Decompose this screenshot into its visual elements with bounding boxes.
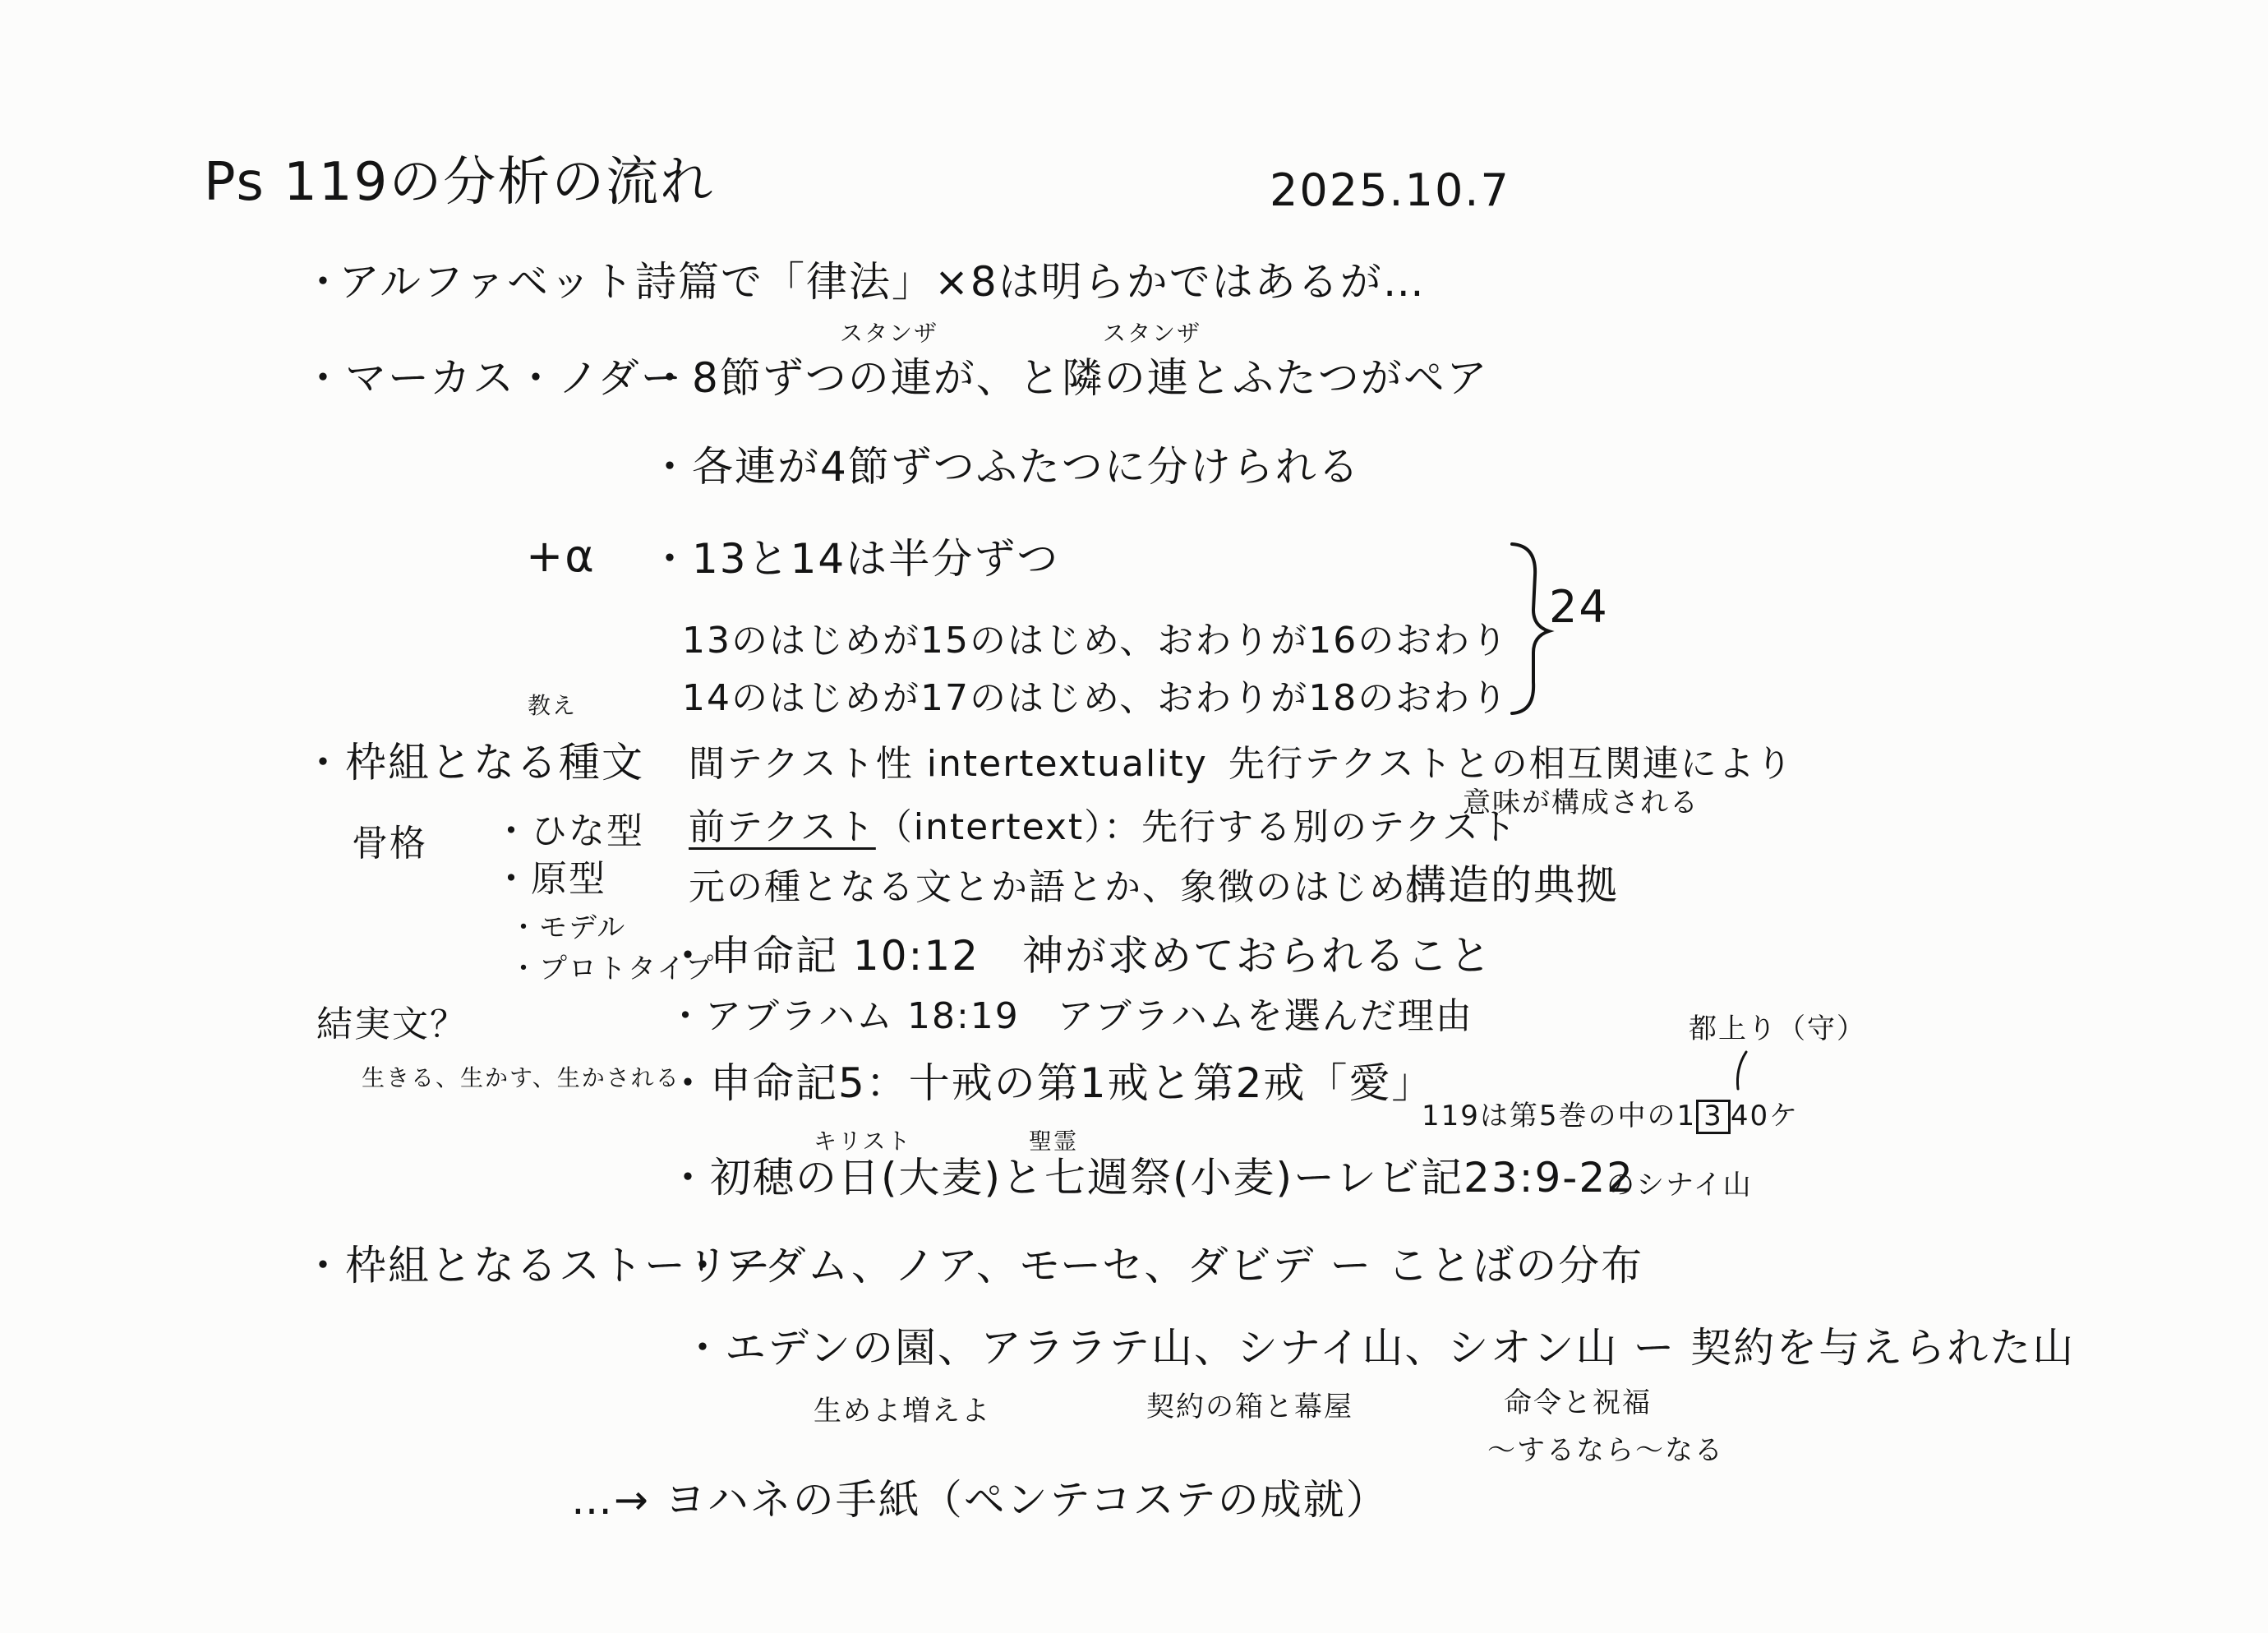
noder-label: ・マーカス・ノダー	[302, 354, 684, 402]
seed-item-4-suffix: のシナイ山	[1606, 1169, 1753, 1202]
seed-item-2: ・アブラハム 18:19 アブラハムを選んだ理由	[667, 995, 1473, 1037]
psalm-note-a: 1	[1676, 1100, 1697, 1132]
intertext-line-1c: 意味が構成される	[1463, 787, 1699, 819]
result-label: 結実文？	[316, 1003, 468, 1045]
intertext-line-1b: 先行テクストとの相互関連により	[1228, 743, 1794, 785]
ruby-stanza-1: スタンザ	[840, 320, 939, 347]
seed-item-3: ・申命記5：十戒の第1戒と第2戒「愛」	[667, 1059, 1435, 1107]
plus-line-1: ・13と14は半分ずつ	[649, 535, 1060, 583]
kind-1: ・ひな型	[493, 810, 644, 852]
alphabet-line: アルファベット詩篇で「律法」×8は明らかではあるが…	[339, 258, 1426, 306]
seed-item-1: ・申命記 10:12 神が求めておられること	[667, 932, 1492, 980]
page-title: Ps 119の分析の流れ	[204, 152, 715, 213]
note-pointer-mark	[1737, 1052, 1746, 1089]
result-sub: 生きる、生かす、生かされる	[362, 1064, 680, 1091]
intertext-line-3b: 構造的典拠	[1405, 861, 1619, 909]
intertext-line-3a: 元の種となる文とか語とか、象徴のはじめ。	[689, 866, 1444, 908]
story-note-3b: 〜するなら〜なる	[1487, 1434, 1724, 1467]
pretext-term: 前テクスト	[689, 806, 876, 848]
frame-story-label: ・枠組となるストーリー	[302, 1242, 772, 1289]
psalm-note-c: 40ケ	[1730, 1100, 1800, 1132]
ruby-stanza-2: スタンザ	[1103, 320, 1202, 347]
alphabet-bullet: ・	[302, 258, 345, 306]
ruby-kirisuto: キリスト	[814, 1128, 912, 1155]
noder-line-2: ・各連が4節ずつふたつに分けられる	[649, 443, 1361, 491]
plus-line-3: 14のはじめが17のはじめ、おわりが18のおわり	[682, 677, 1510, 719]
story-note-1: 生めよ増えよ	[814, 1395, 991, 1428]
intertext-line-1a: 間テクスト性 intertextuality	[689, 743, 1208, 785]
story-note-2: 契約の箱と幕屋	[1146, 1391, 1353, 1423]
right-brace-mark	[1512, 544, 1549, 713]
kind-3: ・モデル	[509, 911, 627, 944]
date-text: 2025.10.7	[1270, 164, 1510, 216]
plus-alpha-label: +α	[526, 530, 596, 582]
skeleton-label: 骨格	[352, 823, 427, 865]
psalm-note-boxed: 3	[1696, 1100, 1731, 1134]
ruby-seirei: 聖霊	[1029, 1128, 1079, 1155]
psalm-note-text: 119は第5巻の中の	[1422, 1100, 1677, 1132]
seed-item-4: ・初穂の日(大麦)と七週祭(小麦)ーレビ記23:9-22	[667, 1154, 1634, 1202]
kind-2: ・原型	[493, 858, 606, 900]
pilgrim-note: 都上り（守）	[1689, 1013, 1866, 1045]
story-line-1: ・アダム、ノア、モーセ、ダビデ ー ことばの分布	[682, 1242, 1644, 1289]
frame-text-label: ・枠組となる種文	[302, 739, 644, 787]
story-note-3a: 命令と祝福	[1504, 1386, 1652, 1419]
pretext-def: （intertext）：先行する別のテクスト	[875, 806, 1518, 848]
ruby-oshie: 教え	[528, 692, 578, 719]
plus-line-2: 13のはじめが15のはじめ、おわりが16のおわり	[682, 620, 1510, 662]
story-line-2: ・エデンの園、アララテ山、シナイ山、シオン山 ー 契約を与えられた山	[682, 1324, 2076, 1372]
noder-line-1: ・8節ずつの連が、と隣の連とふたつがペア	[649, 354, 1489, 402]
kind-4: ・プロトタイプ	[509, 953, 716, 985]
brace-note: 24	[1549, 581, 1609, 633]
final-line: …→ ヨハネの手紙（ペンテコステの成就）	[571, 1476, 1389, 1524]
